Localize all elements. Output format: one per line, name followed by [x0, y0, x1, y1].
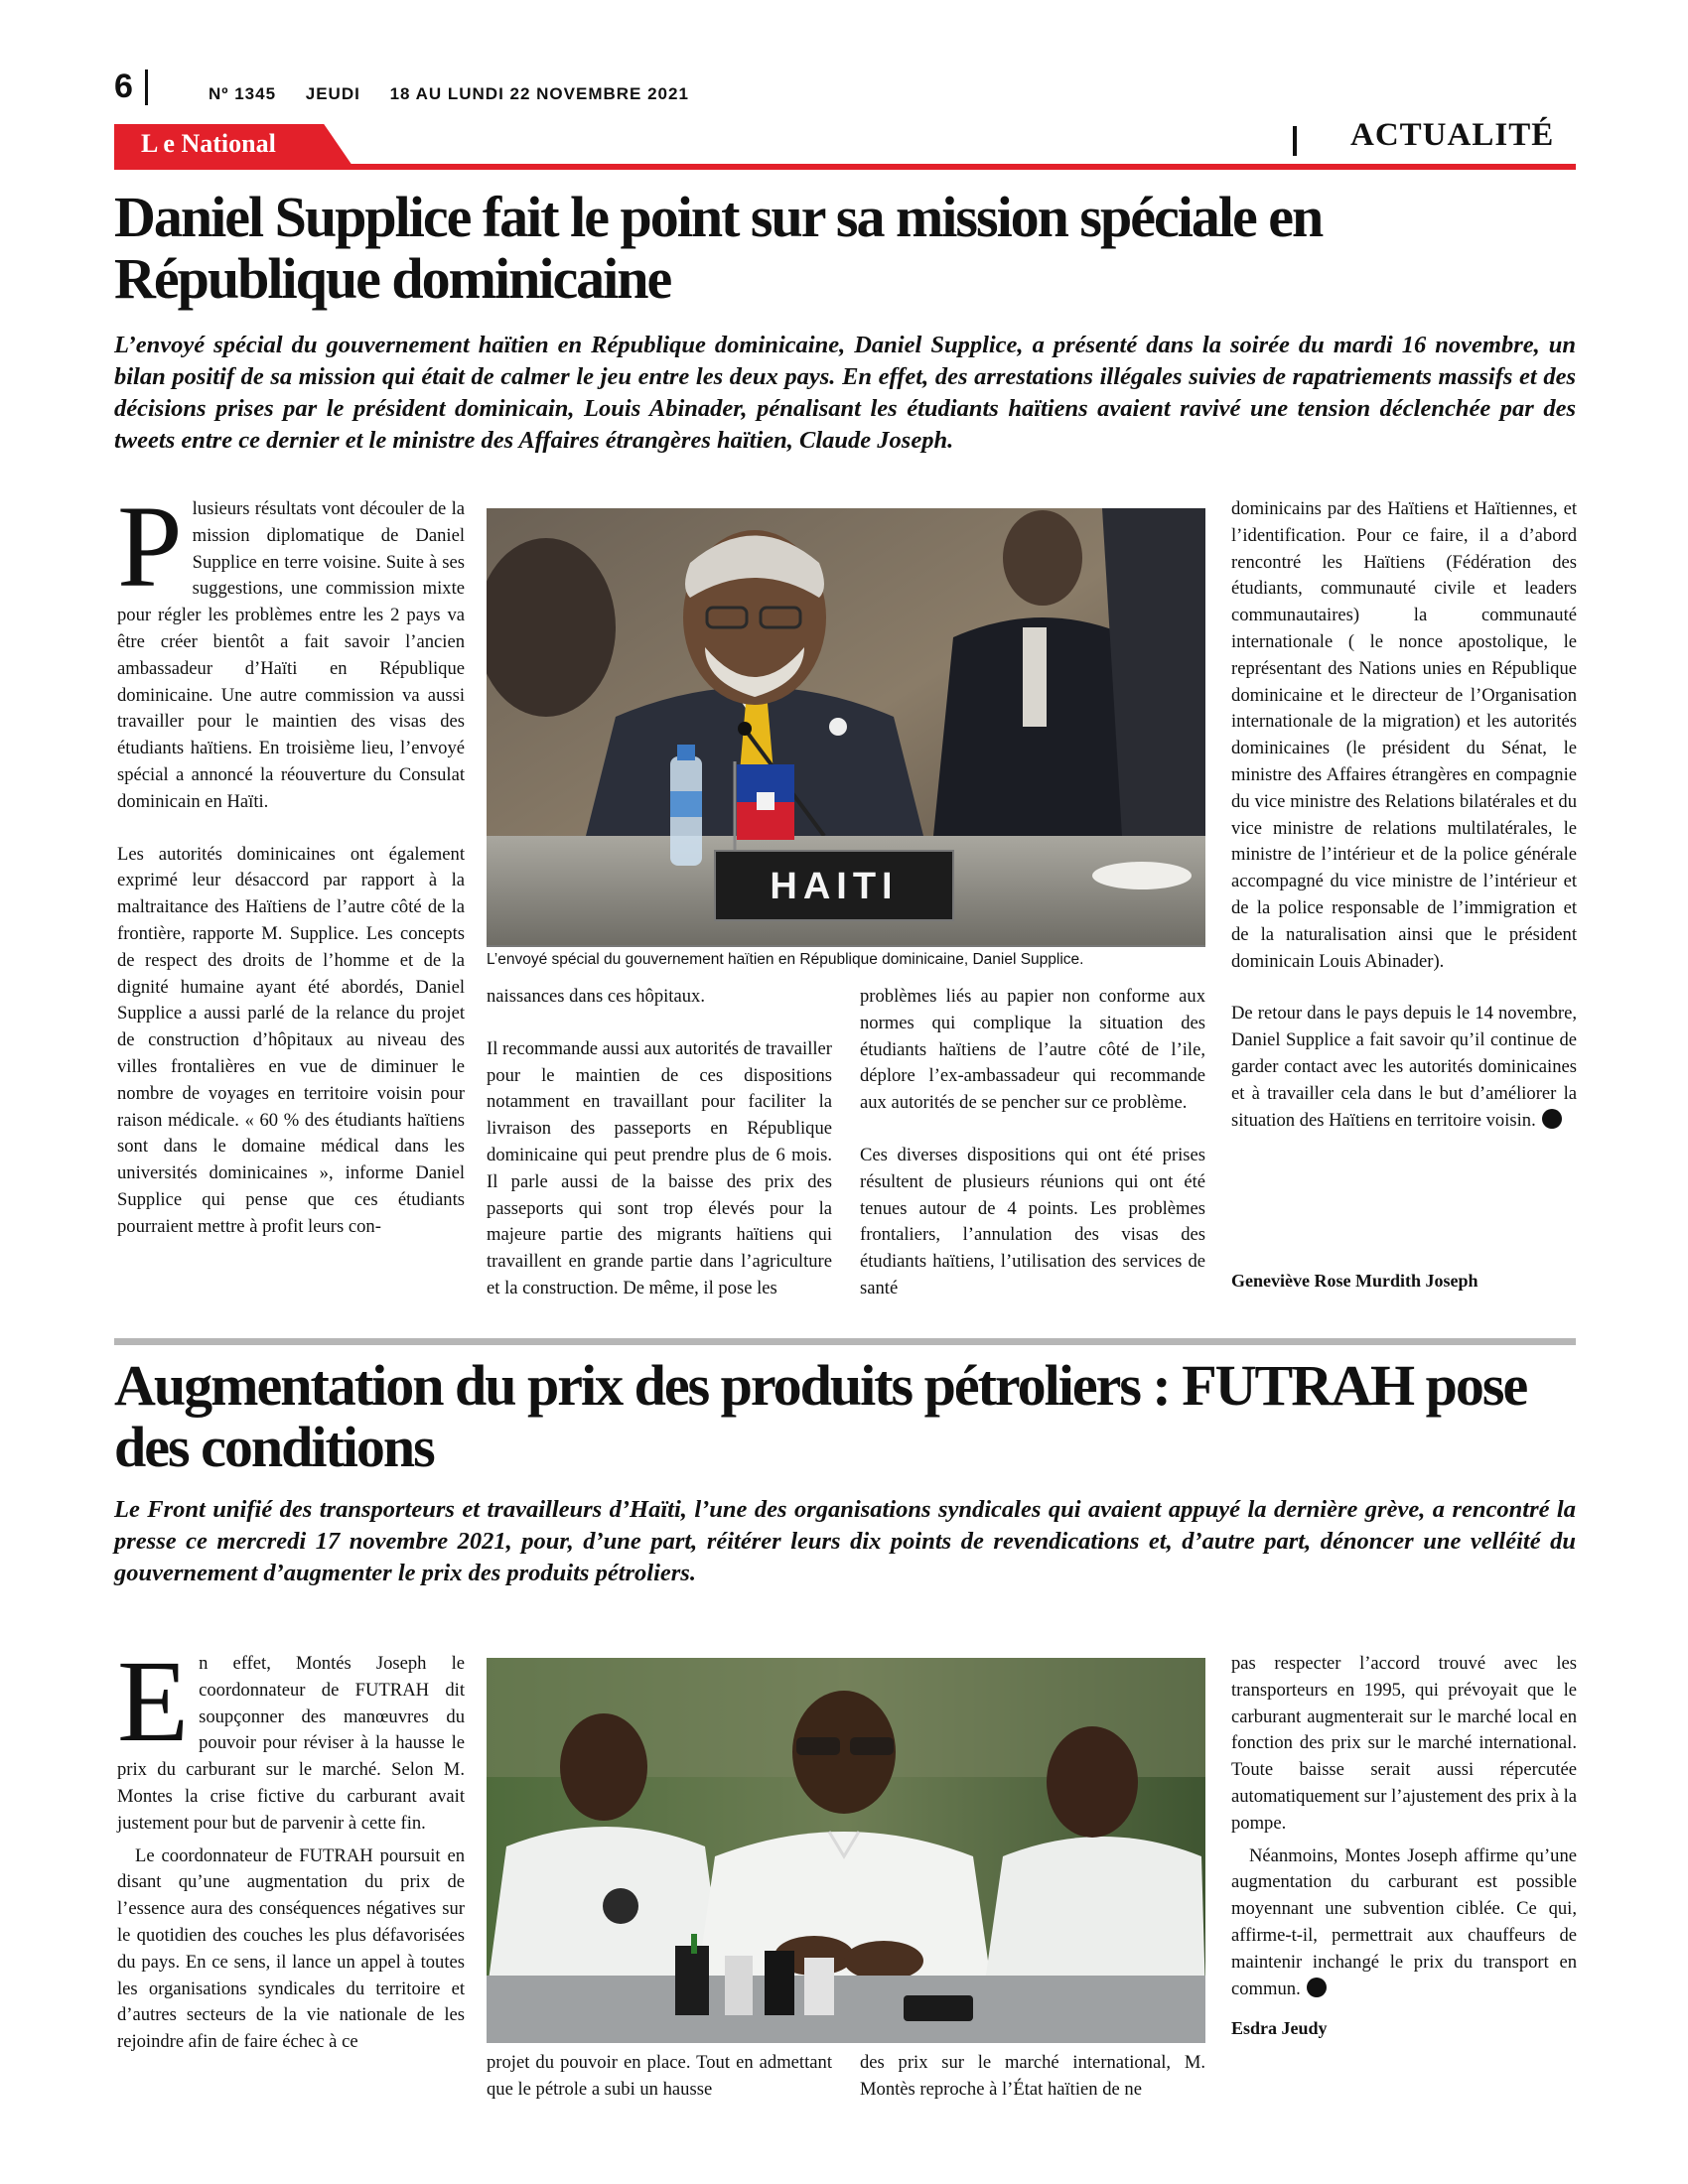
- article2-col1-p1: n effet, Montés Joseph le coordonnateur de FUTRAH dit soupçonner des manœuvres du pouvoir pour réviser à la hausse le prix du carburant sur le marché. Selon M. Montes la crise fictive du carburant avait justement pour but de parvenir à cette fin.: [117, 1653, 465, 1834]
- section-divider: [1293, 126, 1297, 156]
- placard-text: HAITI: [770, 866, 899, 907]
- article2-col4-p2: Néanmoins, Montes Joseph affirme qu’une augmentation du carburant est possible moyennant une subvention ciblée. Ce qui, affirme-t-il, permettrait aux chauffeurs de maintenir inchangé le prix du transport en commun.: [1231, 1844, 1577, 1999]
- article2-column-3: [860, 2050, 1205, 2104]
- article1-author: Geneviève Rose Murdith Joseph: [1231, 1271, 1478, 1291]
- header-rule: [114, 164, 1576, 170]
- article1-photo-caption: L’envoyé spécial du gouvernement haïtien en République dominicaine, Daniel Supplice.: [487, 951, 1084, 968]
- article2-column-2: [487, 2050, 832, 2104]
- article2-col4-p1: pas respecter l’accord trouvé avec les transporteurs en 1995, qui prévoyait que le carburant augmenterait sur le marché local en fonction des prix sur le marché international. Toute baisse serait aussi répercutée automatiquement sur l’ajustement des prix à la pompe.: [1231, 1653, 1578, 1834]
- issue-line: [209, 84, 713, 104]
- article1-col4-p2: De retour dans le pays depuis le 14 novembre, Daniel Supplice a fait savoir qu’il continue de garder contact avec les autorités dominicaines et à travailler cela dans le but d’améliorer la situation des Haïtiens en territoire voisin.: [1231, 1003, 1577, 1131]
- article1-column-1: [117, 481, 465, 1241]
- article1-photo: [487, 508, 1205, 945]
- article-separator: [114, 1338, 1576, 1345]
- article1-column-3: [860, 984, 1205, 1302]
- issue-number: Nº 1345: [209, 84, 277, 103]
- article2-photo-illustration: [487, 1658, 1205, 2043]
- article1-lede: L’envoyé spécial du gouvernement haïtien en République dominicaine, Daniel Supplice, a présenté dans la soirée du mardi 16 novembre, un bilan positif de sa mission qui était de calmer le jeu entre les deux pays. En effet, des arrestations illégales suivies de rapatriements massifs et des décisions prises par le président dominicain, Louis Abinader, pénalisant les étudiants haïtiens avaient ravivé une tension déclenchée par des tweets entre ce dernier et le ministre des Affaires étrangères haïtien, Claude Joseph.: [114, 332, 1576, 454]
- article1-photo-illustration: [487, 508, 1205, 945]
- issue-day: JEUDI: [305, 84, 360, 103]
- article2-col2-p1: projet du pouvoir en place. Tout en admettant que le pétrole a subi un hausse: [487, 2052, 832, 2100]
- caption-rule: [487, 945, 1205, 947]
- article1-col2-p2: Il recommande aussi aux autorités de travailler pour le maintien de ces dispositions notamment en travaillant pour faciliter la livraison des passeports en République dominicaine qui peut prendre plus de 6 mois. Il parle aussi de la baisse des prix des passeports qui sont trop élevés pour la majeure partie des migrants haïtiens qui travaillent en grande partie dans l’agriculture et la construction. De même, il pose les: [487, 1037, 832, 1298]
- article2-col3-p1: des prix sur le marché international, M. Montès reproche à l’État haïtien de ne: [860, 2052, 1205, 2100]
- article2-col1-p2: Le coordonnateur de FUTRAH poursuit en disant qu’une augmentation du prix de l’essence aura des conséquences négatives sur le quotidien des couches les plus défavorisées du pays. En ce sens, il lance un appel à toutes les organisations syndicales du territoire et d’autres secteurs de la vie nationale de les rejoindre afin de faire échec à ce: [117, 1844, 465, 2053]
- section-title: ACTUALITÉ: [1350, 117, 1555, 153]
- article2-photo: [487, 1658, 1205, 2043]
- article1-col1-p2: Les autorités dominicaines ont également exprimé leur désaccord par rapport à la maltraitance des Haïtiens de l’autre côté de la frontière, rapporte M. Supplice. Les concepts de respect des droits de l’homme et de la dignité humaine ayant été abordés, Daniel Supplice a aussi parlé de la relance du projet de construction d’hôpitaux au niveau des villes frontalières en vue de diminuer le nombre de voyages en territoire voisin pour raison médicale. « 60 % des étudiants haïtiens sont dans le domaine médical dans les universités dominicaines », informe Daniel Supplice qui pense que ces étudiants pourraient mettre à profit leurs con-: [117, 843, 465, 1237]
- article2-column-4: [1231, 1651, 1577, 2002]
- article1-column-2: [487, 984, 832, 1302]
- article1-col2-p1: naissances dans ces hôpitaux.: [487, 986, 705, 1007]
- article1-col3-p2: Ces diverses dispositions qui ont été prises résultent de plusieurs réunions qui ont été tenues autour de 4 points. Les problèmes frontaliers, l’annulation des visas des étudiants haïtiens, l’utilisation des services de santé: [860, 1144, 1205, 1298]
- article1-title: Daniel Supplice fait le point sur sa mission spéciale en République dominicaine: [114, 185, 1323, 311]
- article2-author: Esdra Jeudy: [1231, 2018, 1328, 2038]
- page-number-divider: [145, 69, 148, 105]
- end-of-article-icon: [1542, 1109, 1562, 1129]
- brand-logo: L e National: [141, 129, 276, 158]
- issue-date-range: 18 AU LUNDI 22 NOVEMBRE 2021: [389, 84, 689, 103]
- page-number: 6: [114, 68, 133, 105]
- article1-dropcap: P: [117, 481, 183, 612]
- article1-col1-p1: lusieurs résultats vont découler de la mission diplomatique de Daniel Supplice en terre voisine. Suite à ses suggestions, une commission mixte pour régler les problèmes entre les 2 pays va être créer bientôt a fait savoir l’ancien ambassadeur d’Haïti en République dominicaine. Une autre commission va aussi travailler pour le maintien des visas des étudiants haïtiens. En troisième lieu, l’envoyé spécial a annoncé la réouverture du Consulat dominicain en Haïti.: [117, 498, 465, 812]
- article1-col3-p1: problèmes liés au papier non conforme aux normes qui complique la situation des étudiants haïtiens de l’autre côté de l’ile, déplore l’ex-ambassadeur qui recommande aux autorités de se pencher sur ce problème.: [860, 986, 1205, 1114]
- article2-column-1: [117, 1636, 465, 2056]
- end-of-article-icon: [1307, 1978, 1327, 1997]
- article1-column-4: [1231, 496, 1577, 1134]
- article2-dropcap: E: [117, 1636, 190, 1766]
- article2-lede: Le Front unifié des transporteurs et travailleurs d’Haïti, l’une des organisations syndicales qui avaient appuyé la dernière grève, a rencontré la presse ce mercredi 17 novembre 2021, pour, d’une part, réitérer leurs dix points de revendications et, d’autre part, dénoncer une velléité du gouvernement d’augmenter le prix des produits pétroliers.: [114, 1496, 1576, 1586]
- article2-title: Augmentation du prix des produits pétroliers : FUTRAH pose des conditions: [114, 1353, 1527, 1479]
- article1-col4-p1: dominicains par des Haïtiens et Haïtiennes, et l’identification. Pour ce faire, il a d’abord rencontré les Haïtiens (Fédération des étudiants, communauté civile et leaders communautaires) la communauté internationale ( le nonce apostolique, le représentant des Nations unies en République dominicaine et le directeur de l’Organisation internationale de la migration) et les autorités dominicaines (le président du Sénat, le ministre des Affaires étrangères en compagnie du vice ministre des Relations bilatérales et du vice ministre de relations multilatérales, le ministre de l’intérieur et de la police générale accompagné du vice ministre de l’intérieur et de la police responsable de l’immigration et de la naturalisation ainsi que le président dominicain Louis Abinader).: [1231, 498, 1577, 972]
